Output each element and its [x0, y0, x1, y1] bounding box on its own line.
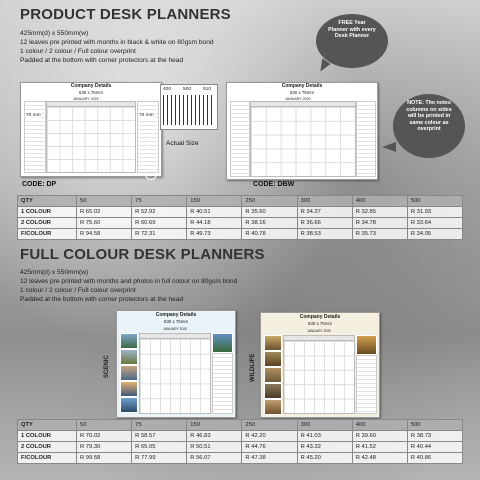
table-row — [18, 218, 463, 229]
table-cell: R 41.03 — [297, 431, 352, 442]
planner-month: JANUARY 2020 — [73, 97, 99, 101]
table-cell: R 47.38 — [242, 453, 297, 464]
table-cell: R 40.44 — [407, 442, 462, 453]
table-cell: R 36.66 — [297, 218, 352, 229]
table-header-row — [18, 196, 463, 207]
planner-size: 630 x 75mm — [78, 89, 104, 95]
table-cell: R 99.58 — [77, 453, 132, 464]
table-cell: R 42.48 — [352, 453, 407, 464]
spec-line: Padded at the bottom with corner protectors at the head — [20, 296, 184, 303]
ruler-tick-label: 500 — [183, 87, 192, 92]
notes-column-right — [137, 101, 159, 173]
photo-thumb — [264, 399, 282, 415]
photo-feature — [212, 333, 233, 353]
planner-company: Company Details — [70, 83, 112, 89]
spec-line: Padded at the bottom with corner protectors at the head — [20, 57, 184, 64]
planner-scenic-mockup — [116, 310, 236, 418]
section-title-full-colour: FULL COLOUR DESK PLANNERS — [20, 246, 265, 263]
note-bubble — [393, 94, 465, 158]
table-cell: R 70.02 — [77, 431, 132, 442]
table-header-cell: 75 — [132, 196, 187, 207]
dimension-right: 70 mm — [139, 113, 154, 118]
table-header-cell: 150 — [187, 420, 242, 431]
table-header-cell: QTY — [18, 420, 77, 431]
product-spec — [20, 29, 340, 65]
free-year-planner-bubble — [316, 14, 388, 68]
planner-dbw-mockup — [226, 82, 378, 180]
ruler-ticks — [163, 95, 215, 125]
table-header-cell: 250 — [242, 196, 297, 207]
table-row — [18, 229, 463, 240]
ruler-caption: Actual Size — [166, 140, 199, 147]
notes-column-left — [24, 101, 46, 173]
spec-line: 12 leaves pre printed with months and photos in full colour on 80gsm bond — [20, 278, 238, 285]
table-cell: R 58.57 — [132, 431, 187, 442]
calendar-grid — [139, 338, 211, 414]
table-header-cell: 300 — [297, 196, 352, 207]
photo-thumb — [264, 351, 282, 367]
ruler-zoom — [160, 84, 218, 130]
bubble-text: NOTE: The notes columns on sides will be printed in same colour as overprint — [406, 100, 452, 133]
table-cell: R 40.78 — [242, 229, 297, 240]
table-header-cell: 400 — [352, 196, 407, 207]
table-cell: R 44.18 — [187, 218, 242, 229]
table-cell: 2 COLOUR — [18, 218, 77, 229]
table-cell: R 65.02 — [77, 207, 132, 218]
table-header-cell: 150 — [187, 196, 242, 207]
table-cell: R 52.92 — [132, 207, 187, 218]
photo-thumb — [120, 349, 138, 365]
planner-month: JANUARY 2020 — [307, 329, 332, 333]
table-cell: R 75.60 — [77, 218, 132, 229]
photo-thumb — [120, 365, 138, 381]
table-cell: R 77.99 — [132, 453, 187, 464]
table-cell: R 34.05 — [407, 229, 462, 240]
planner-month: JANUARY 2020 — [285, 97, 311, 101]
table-cell: R 35.73 — [352, 229, 407, 240]
photo-feature — [356, 335, 377, 355]
table-cell: F/COLOUR — [18, 453, 77, 464]
price-table-product — [17, 195, 463, 240]
table-cell: R 42.20 — [242, 431, 297, 442]
table-cell: R 39.60 — [352, 431, 407, 442]
table-cell: 2 COLOUR — [18, 442, 77, 453]
planner-company: Company Details — [281, 83, 323, 89]
spec-line: 12 leaves pre printed with months in black & white on 80gsm bond — [20, 39, 214, 46]
table-cell: R 40.86 — [407, 453, 462, 464]
bubble-tail — [382, 142, 396, 152]
table-cell: R 72.31 — [132, 229, 187, 240]
code-dbw: CODE: DBW — [253, 181, 295, 188]
notes-column-right — [356, 355, 377, 414]
photo-thumb — [264, 367, 282, 383]
table-cell: R 40.51 — [187, 207, 242, 218]
full-colour-spec — [20, 268, 360, 304]
table-header-cell: 75 — [132, 420, 187, 431]
calendar-grid — [46, 106, 136, 173]
table-cell: R 79.30 — [77, 442, 132, 453]
section-title-product: PRODUCT DESK PLANNERS — [20, 6, 231, 23]
photo-thumb — [120, 333, 138, 349]
table-cell: R 45.20 — [297, 453, 352, 464]
table-cell: R 38.16 — [242, 218, 297, 229]
table-cell: R 34.78 — [352, 218, 407, 229]
table-header-cell: 500 — [407, 420, 462, 431]
table-header-row — [18, 420, 463, 431]
magnifier-circle — [145, 168, 157, 180]
table-header-cell: 400 — [352, 420, 407, 431]
table-cell: R 44.76 — [242, 442, 297, 453]
table-header-cell: QTY — [18, 196, 77, 207]
photo-thumb — [120, 381, 138, 397]
table-header-cell: 250 — [242, 420, 297, 431]
dimension-left: 70 mm — [26, 113, 41, 118]
code-dp: CODE: DP — [22, 181, 57, 188]
notes-column-right — [356, 101, 376, 177]
table-row — [18, 207, 463, 218]
planner-size: 630 x 75mm — [307, 320, 333, 326]
table-cell: R 32.85 — [352, 207, 407, 218]
spec-line: 1 colour / 2 colour / Full colour overprint — [20, 287, 136, 294]
table-cell: R 94.58 — [77, 229, 132, 240]
planner-size: 630 x 75mm — [163, 318, 189, 324]
bubble-text: FREE Year Planner with every Desk Planner — [328, 20, 376, 40]
table-cell: F/COLOUR — [18, 229, 77, 240]
ruler-tick-label: 510 — [203, 87, 212, 92]
planner-size: 630 x 75mm — [289, 89, 315, 95]
spec-line: 425mm(d) x 550mm(w) — [20, 269, 89, 276]
table-cell: R 50.51 — [187, 442, 242, 453]
table-cell: R 35.60 — [242, 207, 297, 218]
table-cell: R 33.64 — [407, 218, 462, 229]
table-row — [18, 453, 463, 464]
table-header-cell: 50 — [77, 420, 132, 431]
table-cell: R 60.69 — [132, 218, 187, 229]
photo-thumb — [264, 383, 282, 399]
photo-thumb — [264, 335, 282, 351]
table-cell: R 38.53 — [297, 229, 352, 240]
table-cell: R 41.52 — [352, 442, 407, 453]
planner-company: Company Details — [155, 312, 197, 318]
table-cell: 1 COLOUR — [18, 207, 77, 218]
table-cell: R 49.73 — [187, 229, 242, 240]
label-wildlife: WILDLIFE — [250, 353, 256, 382]
calendar-grid — [283, 340, 355, 414]
planner-wildlife-mockup — [260, 312, 380, 418]
table-cell: R 43.32 — [297, 442, 352, 453]
table-header-cell: 50 — [77, 196, 132, 207]
table-cell: R 46.83 — [187, 431, 242, 442]
price-table-full-colour — [17, 419, 463, 464]
ruler-tick-label: 400 — [163, 87, 172, 92]
planner-company: Company Details — [299, 314, 341, 320]
notes-column-right — [212, 353, 233, 414]
photo-thumb — [120, 397, 138, 413]
table-cell: R 65.05 — [132, 442, 187, 453]
table-cell: R 31.93 — [407, 207, 462, 218]
table-cell: R 38.73 — [407, 431, 462, 442]
table-row — [18, 431, 463, 442]
table-cell: 1 COLOUR — [18, 431, 77, 442]
table-cell: R 56.07 — [187, 453, 242, 464]
notes-column-left — [230, 101, 250, 177]
table-cell: R 34.37 — [297, 207, 352, 218]
spec-line: 425mm(d) x 550mm(w) — [20, 30, 89, 37]
label-scenic: SCENIC — [104, 355, 110, 378]
planner-month: JANUARY 2020 — [163, 327, 188, 331]
table-header-cell: 300 — [297, 420, 352, 431]
table-row — [18, 442, 463, 453]
calendar-grid — [250, 106, 356, 177]
spec-line: 1 colour / 2 colour / Full colour overprint — [20, 48, 136, 55]
table-header-cell: 500 — [407, 196, 462, 207]
